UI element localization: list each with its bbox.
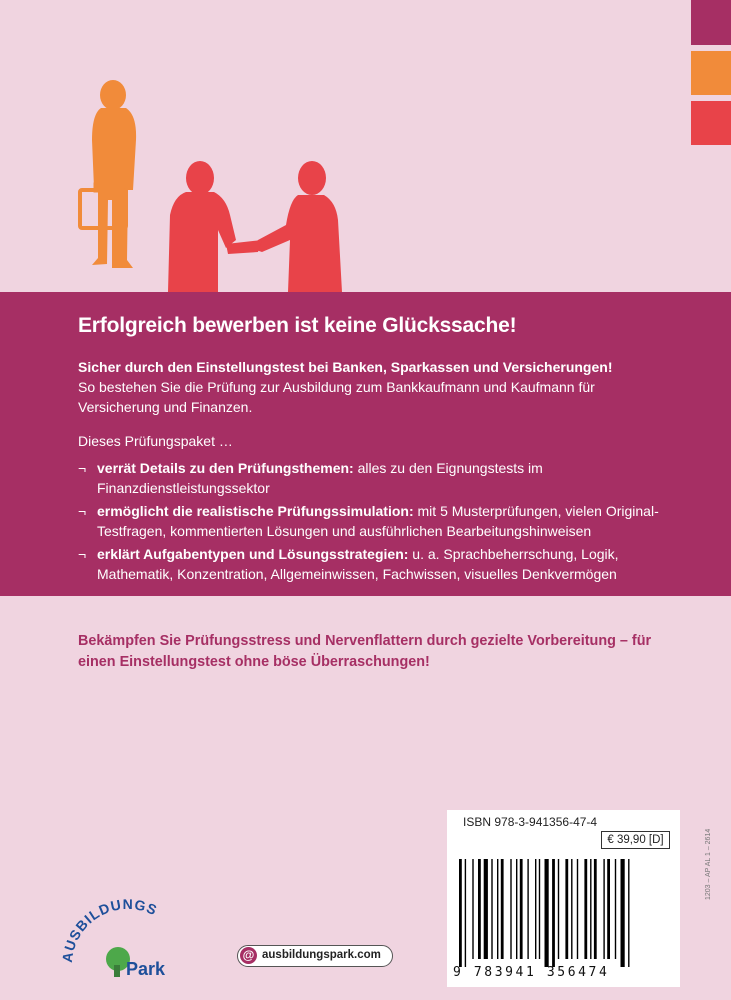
barcode-bar [615, 859, 616, 959]
ausbildungspark-logo [58, 893, 198, 983]
barcode-bar [465, 859, 466, 967]
barcode-bar [510, 859, 511, 959]
barcode-bar [571, 859, 572, 959]
isbn-text: ISBN 978-3-941356-47-4 [463, 815, 598, 829]
feature-list [78, 458, 678, 584]
barcode-bar [478, 859, 481, 959]
info-band [0, 292, 731, 596]
list-item-text: mit 5 Musterprüfungen, vielen Original-Testfragen, kommentierten Lösungen und ausführlichen Bearbeitungshinweisen [97, 503, 659, 539]
website-url[interactable]: ausbildungspark.com [262, 949, 381, 961]
list-item-bold: ermöglicht die realistische Prüfungssimulation: [97, 503, 414, 519]
bullet-mark: ¬ [78, 503, 87, 519]
barcode-bar [594, 859, 597, 959]
barcode-bar [516, 859, 517, 959]
logo-park-text: Park [126, 959, 166, 979]
logo-arc-text: AUSBILDUNGS [58, 895, 161, 964]
list-item-bold: erklärt Aufgabentypen und Lösungsstrategien: [97, 546, 409, 562]
price-label: € 39,90 [D] [601, 831, 670, 849]
barcode-bar [603, 859, 604, 959]
barcode-bar [552, 859, 555, 967]
at-icon: @ [240, 947, 257, 964]
barcode-bar [472, 859, 473, 959]
barcode-bar [607, 859, 610, 959]
barcode-bar [577, 859, 578, 959]
barcode-bar [501, 859, 504, 959]
list-item-text: alles zu den Eignungstests im Finanzdienstleistungssektor [97, 460, 543, 496]
lead-text: Sicher durch den Einstellungstest bei Banken, Sparkassen und Versicherungen! [78, 359, 613, 375]
tagline: Bekämpfen Sie Prüfungsstress und Nervenflattern durch gezielte Vorbereitung – für einen Einstellungstest ohne böse Überraschungen! [78, 633, 652, 671]
list-item [78, 544, 678, 584]
barcode-digits: 9 783941 356474 [453, 965, 610, 980]
list-item [78, 501, 678, 541]
website-link[interactable] [237, 945, 393, 967]
bullet-mark: ¬ [78, 460, 87, 476]
intro-text: So bestehen Sie die Prüfung zur Ausbildung zum Bankkaufmann und Kaufmann für Versicherung und Finanzen. [78, 379, 595, 415]
barcode-bar [535, 859, 536, 959]
barcode-bar [497, 859, 498, 959]
bullet-mark: ¬ [78, 546, 87, 562]
headline: Erfolgreich bewerben ist keine Glückssache! [78, 314, 517, 337]
barcode [455, 837, 675, 973]
handshake-right-figure [250, 161, 342, 292]
barcode-bar [558, 859, 559, 959]
barcode-bar [621, 859, 625, 967]
business-people-illustration [0, 0, 731, 292]
barcode-bar [584, 859, 587, 959]
waiting-applicant-figure [80, 80, 136, 268]
list-intro: Dieses Prüfungspaket … [78, 433, 233, 449]
list-item-bold: verrät Details zu den Prüfungsthemen: [97, 460, 354, 476]
barcode-bar [520, 859, 523, 959]
barcode-bar [527, 859, 528, 959]
barcode-bar [628, 859, 629, 967]
side-code: 1203 – AP AL 1 – 2614 [705, 828, 712, 900]
barcode-bar [539, 859, 540, 959]
barcode-bar [459, 859, 462, 967]
barcode-bar [491, 859, 492, 959]
barcode-box [447, 810, 680, 987]
barcode-bar [565, 859, 568, 959]
list-item [78, 458, 678, 498]
barcode-bar [484, 859, 488, 959]
barcode-bar [590, 859, 591, 959]
list-item-text: u. a. Sprachbeherrschung, Logik, Mathematik, Konzentration, Allgemeinwissen, Fachwissen, visuelles Denkvermögen [97, 546, 619, 582]
handshake-left-figure [168, 161, 236, 292]
barcode-bar [545, 859, 549, 967]
